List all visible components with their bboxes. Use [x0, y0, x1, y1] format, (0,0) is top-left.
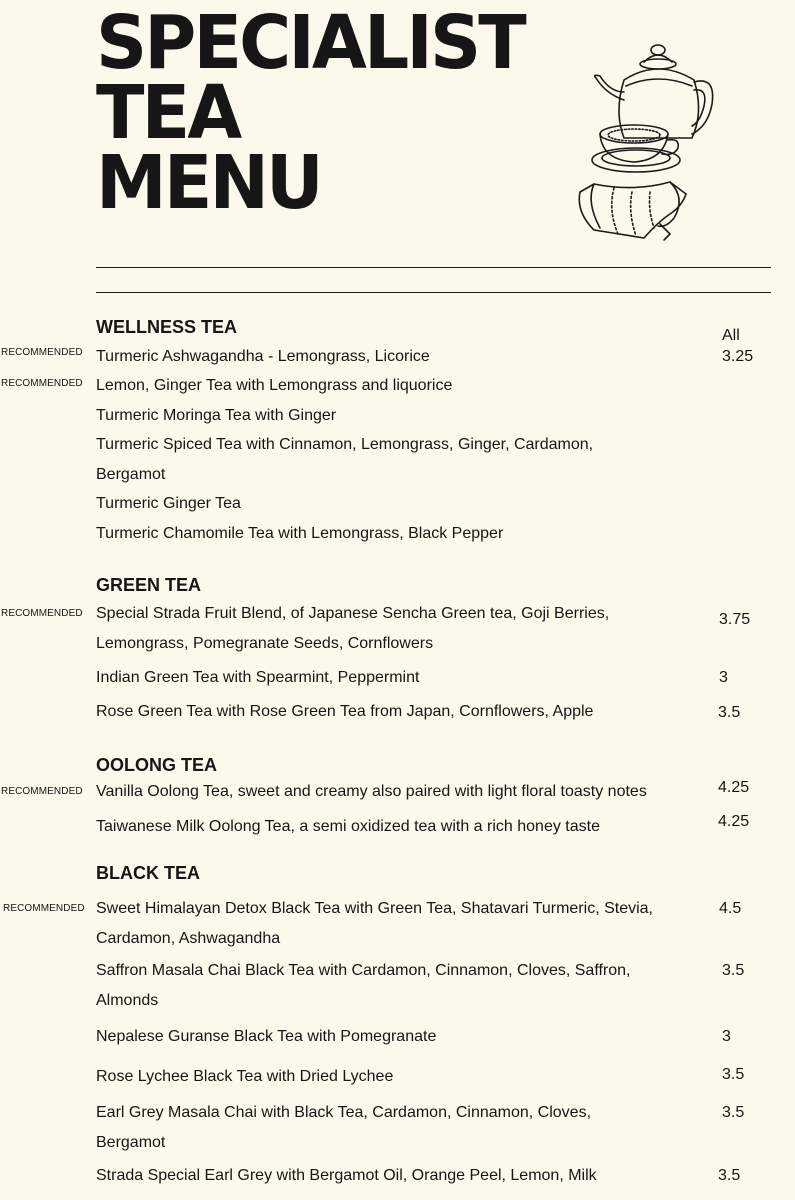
section-heading-wellness: WELLNESS TEA — [96, 317, 238, 337]
recommended-badge: RECOMMENDED — [1, 378, 83, 389]
menu-item: Rose Green Tea with Rose Green Tea from Japan, Cornflowers, Apple — [96, 703, 594, 720]
menu-item: Earl Grey Masala Chai with Black Tea, Cardamon, Cinnamon, Cloves, Bergamot — [96, 1104, 592, 1151]
section-heading-green: GREEN TEA — [96, 575, 202, 595]
menu-item: Turmeric Spiced Tea with Cinnamon, Lemongrass, Ginger, Cardamon, Bergamot — [96, 436, 594, 483]
item-price: 3 — [719, 669, 728, 686]
menu-item: Lemon, Ginger Tea with Lemongrass and liquorice — [96, 377, 453, 394]
recommended-badge: RECOMMENDED — [1, 347, 83, 358]
menu-item: Vanilla Oolong Tea, sweet and creamy also paired with light floral toasty notes — [96, 783, 647, 800]
menu-item: Turmeric Ginger Tea — [96, 495, 241, 512]
item-price: 3.5 — [718, 1167, 741, 1184]
all-price: 3.25 — [722, 348, 754, 365]
menu-item: Turmeric Chamomile Tea with Lemongrass, Black Pepper — [96, 525, 504, 542]
divider-bottom — [96, 292, 771, 293]
item-price: 3.5 — [718, 704, 741, 721]
item-price: 4.25 — [718, 779, 750, 796]
recommended-badge: RECOMMENDED — [1, 786, 83, 797]
menu-item: Strada Special Earl Grey with Bergamot Oil, Orange Peel, Lemon, Milk — [96, 1167, 597, 1184]
item-price: 3 — [722, 1028, 731, 1045]
menu-item: Indian Green Tea with Spearmint, Peppermint — [96, 669, 420, 686]
recommended-badge: RECOMMENDED — [1, 608, 83, 619]
item-price: 3.5 — [722, 962, 745, 979]
section-heading-oolong: OOLONG TEA — [96, 755, 217, 775]
menu-item: Taiwanese Milk Oolong Tea, a semi oxidized tea with a rich honey taste — [96, 818, 600, 835]
menu-item: Rose Lychee Black Tea with Dried Lychee — [96, 1068, 394, 1085]
menu-title-line-2: TEA — [96, 70, 240, 156]
item-price: 3.5 — [722, 1104, 745, 1121]
recommended-badge: RECOMMENDED — [3, 903, 85, 914]
menu-title-line-3: MENU — [96, 140, 321, 226]
menu-item: Turmeric Moringa Tea with Ginger — [96, 407, 337, 424]
item-price: 3.5 — [722, 1066, 745, 1083]
menu-item: Turmeric Ashwagandha - Lemongrass, Licorice — [96, 348, 430, 365]
menu-item: Sweet Himalayan Detox Black Tea with Green Tea, Shatavari Turmeric, Stevia, Cardamon, Ashwagandha — [96, 900, 653, 947]
all-label: All — [722, 327, 740, 344]
menu-item: Saffron Masala Chai Black Tea with Cardamon, Cinnamon, Cloves, Saffron, Almonds — [96, 962, 631, 1009]
item-price: 4.5 — [719, 900, 742, 917]
menu-item: Special Strada Fruit Blend, of Japanese Sencha Green tea, Goji Berries, Lemongrass, Pomegranate Seeds, Cornflowers — [96, 605, 610, 652]
menu-title-line-1: SPECIALIST — [96, 0, 524, 86]
item-price: 4.25 — [718, 813, 750, 830]
section-heading-black: BLACK TEA — [96, 863, 200, 883]
divider-top — [96, 267, 771, 268]
item-price: 3.75 — [719, 611, 751, 628]
menu-item: Nepalese Guranse Black Tea with Pomegranate — [96, 1028, 437, 1045]
teapot-icon — [574, 42, 720, 242]
